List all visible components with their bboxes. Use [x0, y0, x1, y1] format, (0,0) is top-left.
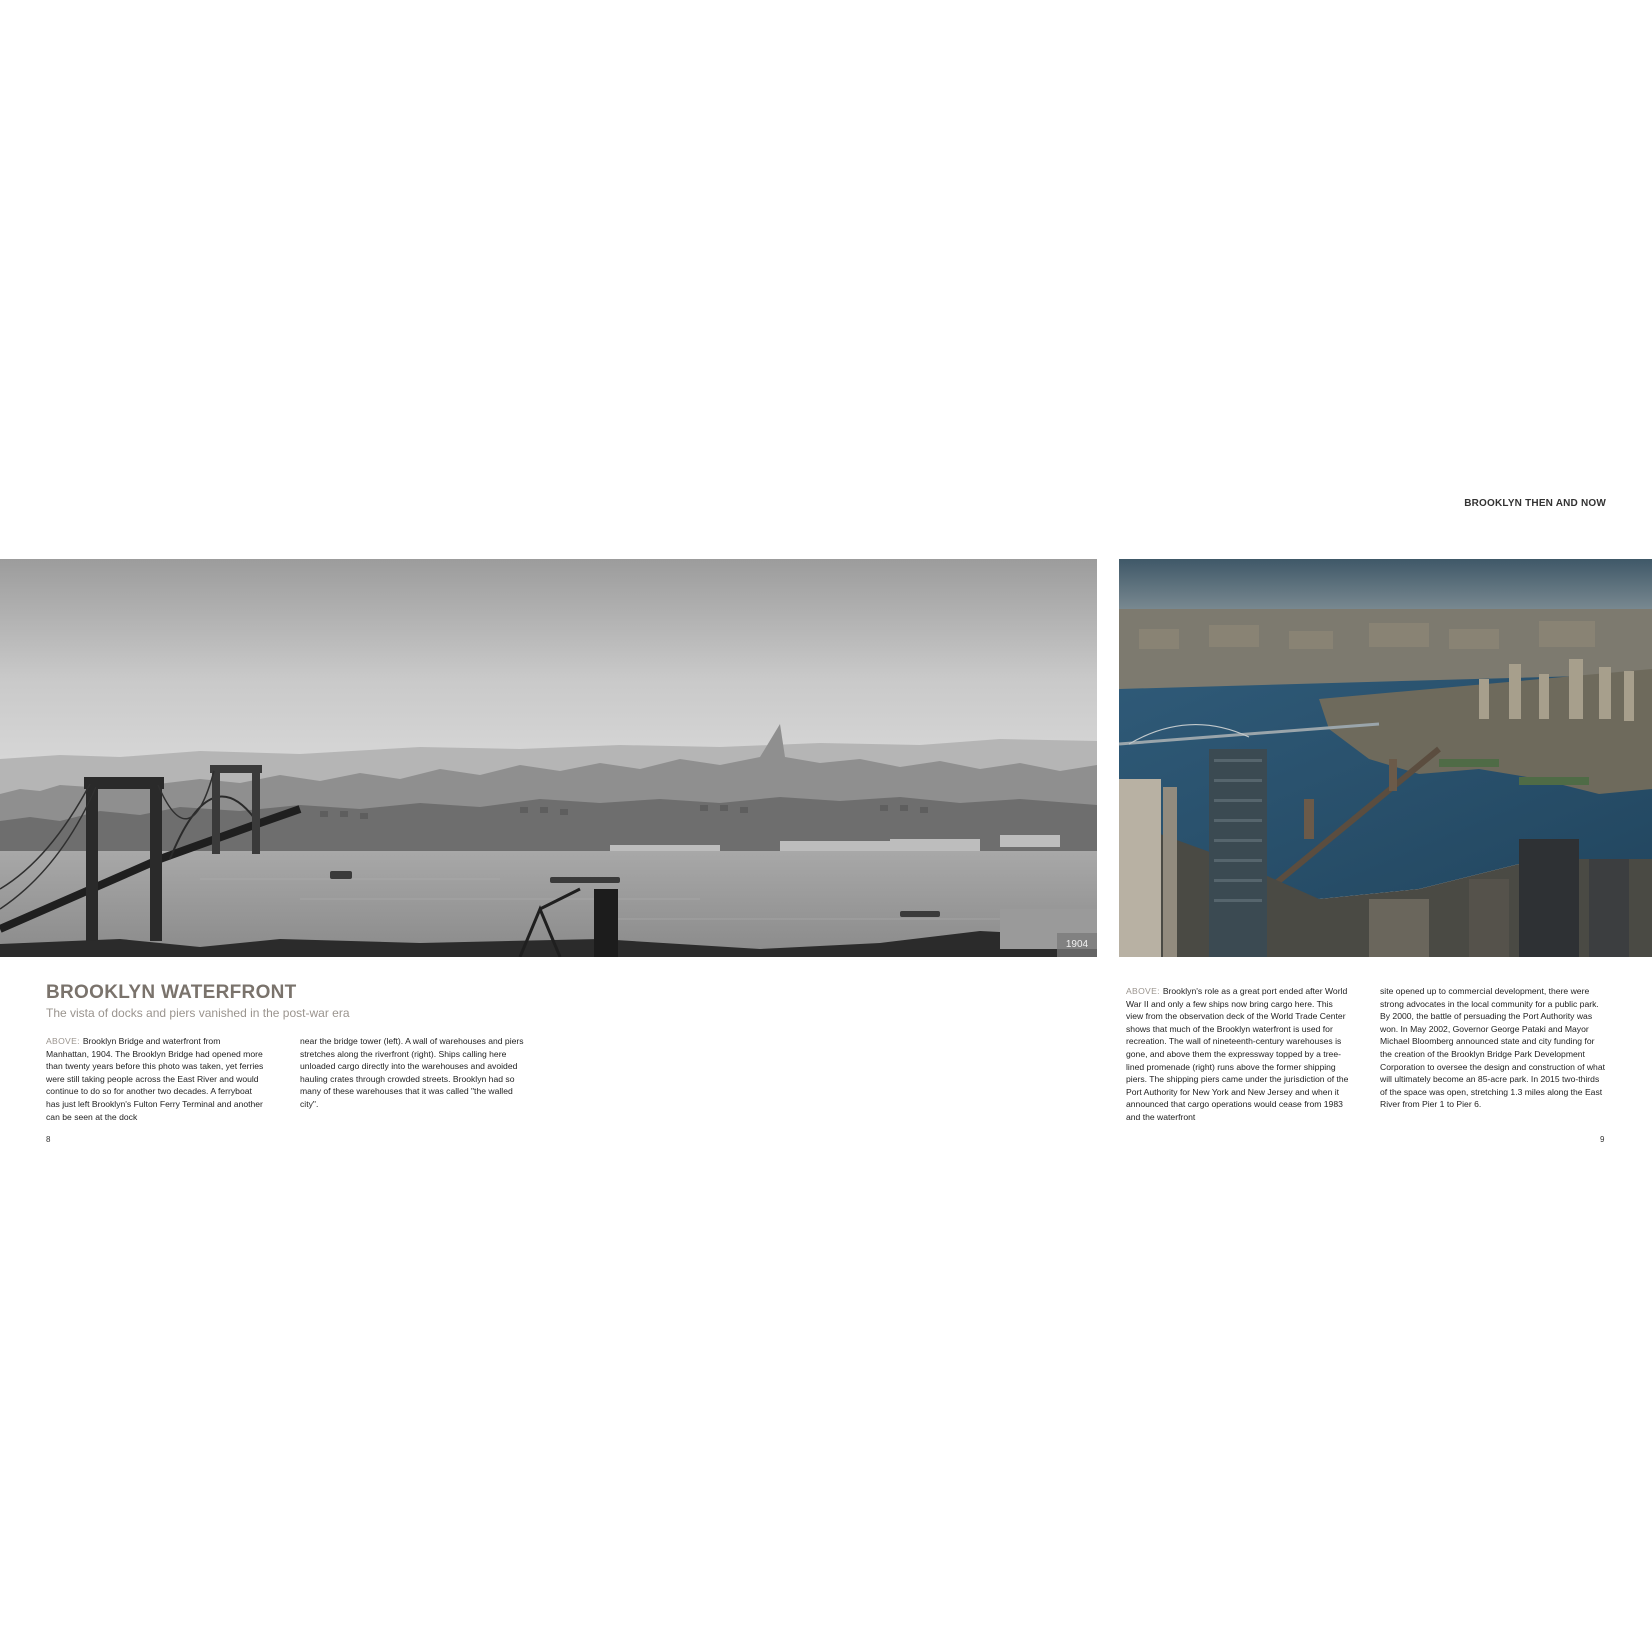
article-subtitle: The vista of docks and piers vanished in the post-war era — [46, 1006, 350, 1020]
caption-text: Brooklyn's role as a great port ended after World War II and only a few ships now bring cargo here. This view from the observation deck of the World Trade Center shows that much of the Brooklyn waterfront is used for recreation. The wall of nineteenth-century warehouses is gone, and above them the expressway topped by a tree-lined promenade (right) runs above the former shipping piers. The shipping piers came under the jurisdiction of the Port Authority for New York and New Jersey and when it announced that cargo operations would cease from 1983 and the waterfront — [1126, 986, 1349, 1122]
caption-left-col2 — [300, 1035, 528, 1111]
photo-modern-image — [1119, 559, 1652, 957]
caption-right-col1 — [1126, 985, 1352, 1124]
caption-lead-label: ABOVE: — [1126, 986, 1160, 996]
caption-left-col1 — [46, 1035, 264, 1123]
caption-text: Brooklyn Bridge and waterfront from Manhattan, 1904. The Brooklyn Bridge had opened more than twenty years before this photo was taken, yet ferries were still taking people across the East River and would continue to do so for another two decades. A ferryboat has just left Brooklyn's Fulton Ferry Terminal and another can be seen at the dock — [46, 1036, 264, 1122]
page-number-left: 8 — [46, 1135, 51, 1144]
photo-1904-panorama — [0, 559, 1097, 957]
caption-text: site opened up to commercial development, there were strong advocates in the local community for a public park. By 2000, the battle of persuading the Port Authority was won. In May 2002, Governor George Pataki and Mayor Michael Bloomberg announced state and city funding for the creation of the Brooklyn Bridge Park Development Corporation to oversee the design and construction of what will ultimately become an 85-acre park. In 2015 two-thirds of the space was open, stretching 1.3 miles along the East River from Pier 1 to Pier 6. — [1380, 986, 1606, 1110]
article-title: BROOKLYN WATERFRONT — [46, 982, 297, 1003]
running-head: BROOKLYN THEN AND NOW — [1464, 498, 1606, 509]
page-number-right: 9 — [1600, 1135, 1605, 1144]
caption-lead-label: ABOVE: — [46, 1036, 80, 1046]
caption-right-col2 — [1380, 985, 1608, 1111]
year-label: 1904 — [1057, 933, 1097, 957]
caption-text: near the bridge tower (left). A wall of warehouses and piers stretches along the riverfront (right). Ships calling here unloaded cargo directly into the warehouses and avoided hauling crates through crowded streets. Brooklyn had so many of these warehouses that it was called "the walled city". — [300, 1036, 524, 1109]
photo-1904-image — [0, 559, 1097, 957]
photo-modern-aerial — [1119, 559, 1652, 957]
